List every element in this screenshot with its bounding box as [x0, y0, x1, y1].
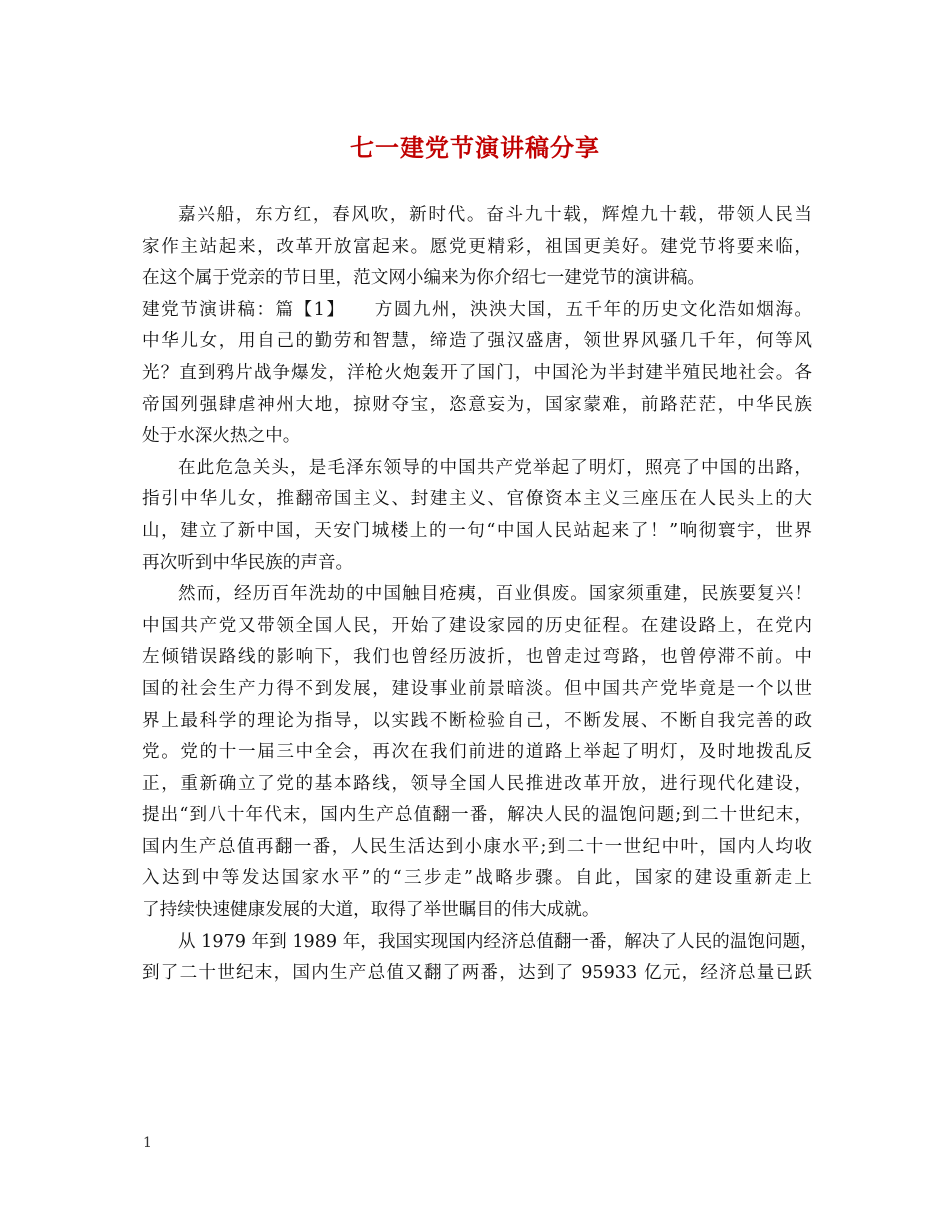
- body-line: 从 1979 年到 1989 年，我国实现国内经济总值翻一番，解决了人民的温饱问题，: [178, 931, 818, 952]
- body-line: 左倾错误路线的影响下，我们也曾经历波折，也曾走过弯路，也曾停滞不前。中: [142, 647, 812, 668]
- body-line: 界上最科学的理论为指导，以实践不断检验自己，不断发展、不断自我完善的政: [142, 710, 812, 731]
- body-line: 提出“到八十年代末，国内生产总值翻一番，解决人民的温饱问题;到二十世纪末，: [142, 805, 812, 826]
- body-line: 处于水深火热之中。: [142, 426, 301, 447]
- body-line: 光？直到鸦片战争爆发，洋枪火炮轰开了国门，中国沦为半封建半殖民地社会。各: [142, 362, 812, 383]
- document-title: 七一建党节演讲稿分享: [350, 133, 600, 162]
- body-line: 然而，经历百年洗劫的中国触目疮痍，百业俱废。国家须重建，民族要复兴！: [178, 584, 812, 605]
- body-line: 建党节演讲稿：篇【1】 方圆九州，泱泱大国，五千年的历史文化浩如烟海。: [142, 299, 812, 320]
- body-line: 在这个属于党亲的节日里，范文网小编来为你介绍七一建党节的演讲稿。: [142, 268, 706, 289]
- body-line: 到了二十世纪末，国内生产总值又翻了两番，达到了 95933 亿元，经济总量已跃: [142, 963, 812, 984]
- body-line: 正，重新确立了党的基本路线，领导全国人民推进改革开放，进行现代化建设，: [142, 773, 812, 794]
- body-line: 国的社会生产力得不到发展，建设事业前景暗淡。但中国共产党毕竟是一个以世: [142, 678, 812, 699]
- body-line: 嘉兴船，东方红，春风吹，新时代。奋斗九十载，辉煌九十载，带领人民当: [178, 205, 812, 225]
- body-line: 山，建立了新中国，天安门城楼上的一句“中国人民站起来了！”响彻寰宇，世界: [142, 520, 812, 541]
- body-line: 党。党的十一届三中全会，再次在我们前进的道路上举起了明灯，及时地拨乱反: [142, 742, 812, 763]
- body-line: 中国共产党又带领全国人民，开始了建设家园的历史征程。在建设路上，在党内: [142, 615, 812, 636]
- body-line: 再次听到中华民族的声音。: [142, 552, 354, 573]
- body-line: 入达到中等发达国家水平”的“三步走”战略步骤。自此，国家的建设重新走上: [142, 868, 812, 889]
- body-line: 帝国列强肆虐神州大地，掠财夺宝，恣意妄为，国家蒙难，前路茫茫，中华民族: [142, 394, 812, 415]
- body-line: 在此危急关头，是毛泽东领导的中国共产党举起了明灯，照亮了中国的出路，: [178, 457, 812, 478]
- body-line: 了持续快速健康发展的大道，取得了举世瞩目的伟大成就。: [142, 900, 600, 921]
- page-number: 1: [143, 1135, 152, 1151]
- body-line: 家作主站起来，改革开放富起来。愿党更精彩，祖国更美好。建党节将要来临，: [142, 236, 812, 257]
- body-line: 中华儿女，用自己的勤劳和智慧，缔造了强汉盛唐，领世界风骚几千年，何等风: [142, 331, 812, 352]
- body-line: 国内生产总值再翻一番，人民生活达到小康水平;到二十一世纪中叶，国内人均收: [142, 836, 812, 857]
- document-body: [142, 200, 818, 990]
- body-line: 指引中华儿女，推翻帝国主义、封建主义、官僚资本主义三座压在人民头上的大: [142, 489, 812, 510]
